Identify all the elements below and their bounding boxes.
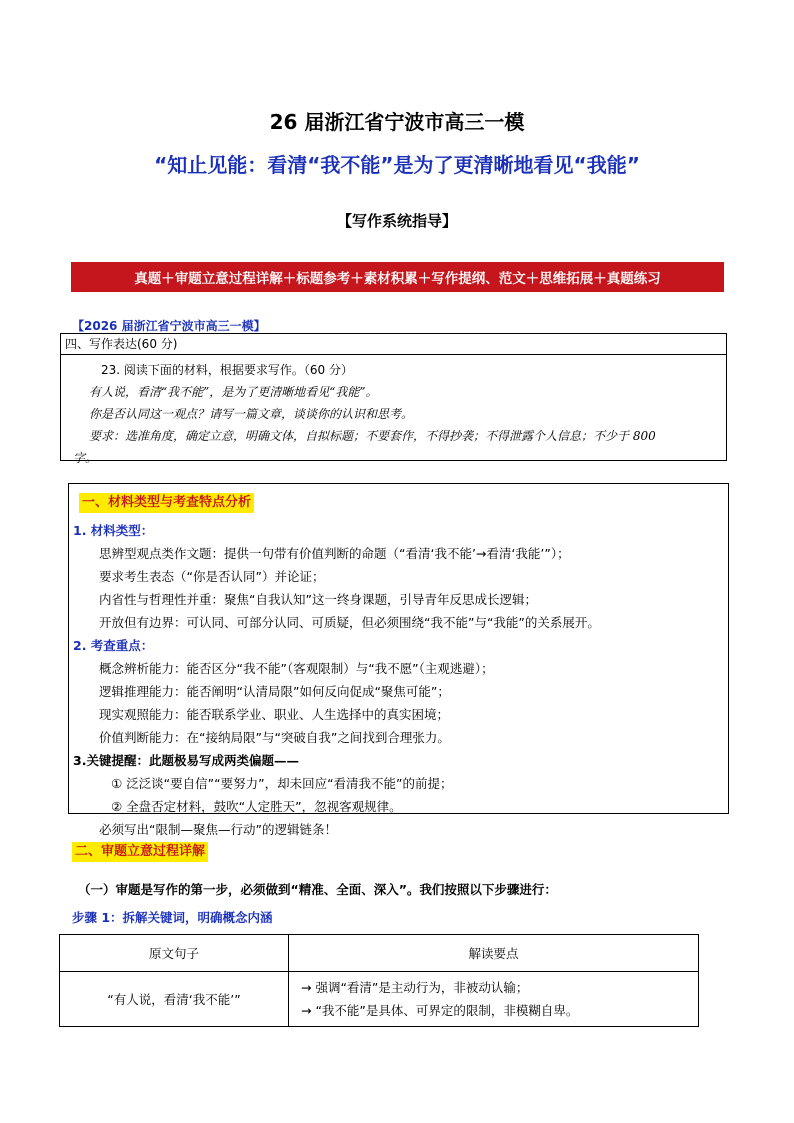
table-cell-points — [289, 972, 699, 1027]
table-row — [60, 972, 699, 1027]
table-cell-source: “有人说，看清‘我不能’” — [60, 972, 289, 1027]
list-item: ② 全盘否定材料，鼓吹“人定胜天”，忽视客观规律。 — [111, 799, 402, 814]
section-title: 一、材料类型与考查特点分析 — [79, 493, 254, 513]
item-head: 1. 材料类型： — [73, 523, 154, 538]
list-item: 概念辨析能力：能否区分“我不能”（客观限制）与“我不愿”（主观逃避）； — [99, 661, 494, 676]
analysis-box — [68, 483, 729, 837]
column-header: 原文句子 — [60, 935, 289, 972]
source-tag: 【2026 届浙江省宁波市高三一模】 — [72, 319, 266, 333]
question-line: 要求：选准角度，确定立意，明确文体，自拟标题；不要套作，不得抄袭；不得泄露个人信息；不少于 800 — [89, 429, 656, 443]
section-title: 二、审题立意过程详解 — [72, 842, 208, 862]
doc-subtitle: “知止见能：看清“我不能”是为了更清晰地看见“我能” — [154, 153, 640, 177]
table-header-row — [60, 935, 699, 972]
item-head: 2. 考查重点： — [73, 638, 154, 653]
question-line: 字。 — [73, 451, 98, 465]
column-header: 解读要点 — [289, 935, 699, 972]
point-line: → 强调“看清”是主动行为，非被动认输； — [301, 980, 529, 995]
question-box — [60, 333, 727, 465]
question-head: 四、写作表达(60 分) — [61, 334, 726, 355]
question-line: 你是否认同这一观点？请写一篇文章，谈谈你的认识和思考。 — [89, 407, 414, 421]
list-item: 思辨型观点类作文题：提供一句带有价值判断的命题（“看清‘我不能’→看清‘我能’”）； — [99, 546, 570, 561]
list-item: 要求考生表态（“你是否认同”）并论证； — [99, 569, 325, 584]
doc-title: 26 届浙江省宁波市高三一模 — [269, 110, 525, 134]
list-item: ① 泛泛谈“要自信”“要努力”，却未回应“看清我不能”的前提； — [111, 776, 453, 791]
item-head: 3.关键提醒：此题极易写成两类偏题—— — [73, 753, 299, 768]
list-item: 逻辑推理能力：能否阐明“认清局限”如何反向促成“聚焦可能”； — [99, 684, 450, 699]
analysis-list — [73, 519, 600, 841]
list-item: 价值判断能力：在“接纳局限”与“突破自我”之间找到合理张力。 — [99, 730, 450, 745]
content-banner: 真题＋审题立意过程详解＋标题参考＋素材积累＋写作提纲、范文＋思维拓展＋真题练习 — [71, 262, 724, 292]
list-item: 开放但有边界：可认同、可部分认同、可质疑，但必须围绕“我不能”与“我能”的关系展开。 — [99, 615, 600, 630]
list-item: 内省性与哲理性并重：聚焦“自我认知”这一终身课题，引导青年反思成长逻辑； — [99, 592, 537, 607]
list-item: 必须写出“限制—聚焦—行动”的逻辑链条！ — [99, 822, 337, 837]
point-line: → “我不能”是具体、可界定的限制，非模糊自卑。 — [301, 1003, 579, 1018]
question-line: 有人说，看清“我不能”，是为了更清晰地看见“我能”。 — [89, 385, 378, 399]
guide-label: 【写作系统指导】 — [336, 212, 457, 230]
question-body — [61, 355, 726, 469]
interpretation-table — [59, 934, 699, 1027]
list-item: 现实观照能力：能否联系学业、职业、人生选择中的真实困境； — [99, 707, 450, 722]
step-intro: （一）审题是写作的第一步，必须做到“精准、全面、深入”。我们按照以下步骤进行： — [78, 882, 557, 897]
step-heading: 步骤 1：拆解关键词，明确概念内涵 — [72, 910, 273, 925]
question-line: 23. 阅读下面的材料，根据要求写作。（60 分） — [101, 363, 353, 377]
